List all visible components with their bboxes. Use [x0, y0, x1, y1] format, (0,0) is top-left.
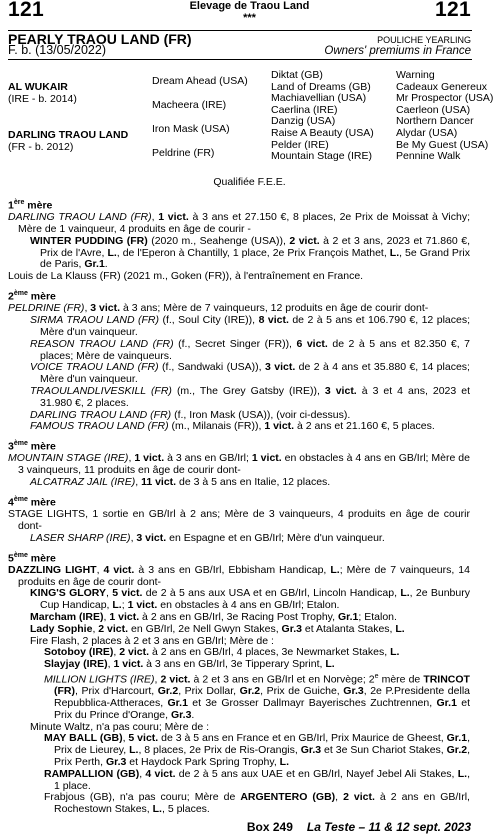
lot-number-left: 121 — [8, 0, 44, 21]
section-1ere-mere: 1ère mère — [8, 199, 53, 212]
qualifiee-label: Qualifiée F.E.E. — [213, 176, 286, 188]
pedigree-g3: Diktat (GB) Land of Dreams (GB) Machiavellian (USA) Caerlina (IRE) Danzig (USA) Raise A Beauty (USA) Pelder (IRE) Mountain Stage (IRE) — [271, 69, 374, 163]
pedigree-g2-0: Dream Ahead (USA) — [152, 75, 248, 87]
section-2eme-mere: 2ème mère — [8, 290, 56, 303]
horse-name: PEARLY TRAOU LAND (FR) — [8, 31, 192, 47]
box-number: Box 249 — [246, 820, 293, 834]
event-name: La Teste – 11 & 12 sept. 2023 — [306, 820, 471, 834]
breeder-name: Elevage de Traou Land *** — [189, 0, 310, 24]
dam-info: (FR - b. 2012) — [8, 141, 74, 153]
section-4eme-mere: 4ème mère — [8, 495, 56, 509]
dam-1-text: DARLING TRAOU LAND (FR), 1 vict. à 3 ans et 27.150 €, 8 places, 2e Prix de Moissat à Vichy; Mère de 1 vainqueur, 4 produits en âge de courir - — [8, 211, 470, 236]
pedigree-g2-2: Iron Mask (USA) — [152, 123, 230, 135]
pedigree-rule — [8, 59, 472, 60]
sire-name: AL WUKAIR — [8, 81, 68, 93]
dam-name: DARLING TRAOU LAND — [8, 129, 129, 141]
premiums: Owners' premiums in France — [324, 45, 471, 57]
lot-number-right: 121 — [435, 0, 471, 21]
section-5eme-mere: 5ème mère — [8, 551, 56, 565]
top-rule — [8, 30, 472, 31]
pedigree-g2-3: Peldrine (FR) — [152, 147, 215, 159]
section-3eme-mere: 3ème mère — [8, 440, 56, 453]
sire-info: (IRE - b. 2014) — [8, 93, 77, 105]
pedigree-g2-1: Macheera (IRE) — [152, 99, 227, 111]
category: POULICHE YEARLING — [377, 35, 471, 45]
horse-info: F. b. (13/05/2022) — [8, 43, 106, 57]
footer — [247, 820, 471, 834]
pedigree-g4: Warning Cadeaux Genereux Mr Prospector (USA) Caerleon (USA) Northern Dancer Alydar (USA) Be My Guest (USA) Pennine Walk — [396, 69, 494, 163]
family-text: 1ère mère DARLING TRAOU LAND (FR), 1 vict. à 3 ans et 27.150 €, 8 places, 2e Prix de Moissat à Vichy; Mère de 1 vainqueur, 4 produits en âge de courir - WINTER PUDDING (FR) (2020 m., Seahenge (USA)), 2 vict. à 2 et 3 ans, 2023 et 71.860 €, Prix de l'Avre, L., de l'Eperon à Chantilly, 1 place, 2e Prix François Mathet, L., 5e Grand Prix de Paris, Gr.1. Louis de La Klauss (FR) (2021 m., Goken (FR)), à l'entraînement en France. 2ème mère PELDRINE (FR), 3 vict. à 3 ans; Mère de 7 vainqueurs, 12 produits en âge de courir dont- SIRMA TRAOU LAND (FR) (f., Soul City (IRE)), 8 vict. de 2 à 5 ans et 106.790 €, 12 places; Mère d'un vainqueur. REASON TRAOU LAND (FR) (f., Secret Singer (FR)), 6 vict. de 2 à 5 ans et 82.350 €, 7 places; Mère de vainqueurs. VOICE TRAOU LAND (FR) (f., Sandwaki (USA)), 3 vict. de 2 à 4 ans et 35.880 €, 14 places; Mère d'un vainqueur. TRAOULANDLIVESKILL (FR) (m., The Grey Gatsby (IRE)), 3 vict. à 3 et 4 ans, 2023 et 31.980 €, 2 places. DARLING TRAOU LAND (FR) (f., Iron Mask (USA)), (voir ci-dessus). FAMOUS TRAOU LAND (FR) (m., Milanais (FR)), 1 vict. à 2 ans et 21.160 €, 5 places. 3ème mère MOUNTAIN STAGE (IRE), 1 vict. à 3 ans en GB/Irl; 1 vict. en obstacles à 4 ans en GB/Irl; Mère de 3 vainqueurs, 11 produits en âge de courir dont- ALCATRAZ JAIL (IRE), 11 vict. de 3 à 5 ans en Italie, 12 places. 4ème mère STAGE LIGHTS, 1 sortie en GB/Irl à 2 ans; Mère de 3 vainqueurs, 4 produits en âge de courir dont- LASER SHARP (IRE), 3 vict. en Espagne et en GB/Irl; Mère d'un vainqueur. 5ème mère DAZZLING LIGHT, 4 vict. à 3 ans en GB/Irl, Ebbisham Handicap, L.; Mère de 7 vainqueurs, 14 produits en âge de courir dont- KING'S GLORY, 5 vict. de 2 à 5 ans aux USA et en GB/Irl, Lincoln Handicap, L., 2e Bunbury Cup Handicap, L.; 1 vict. en obstacles à 4 ans en GB/Irl; Etalon. Marcham (IRE), 1 vict. à 2 ans en GB/Irl, 3e Racing Post Trophy, Gr.1; Etalon. Lady Sophie, 2 vict. en GB/Irl, 2e Nell Gwyn Stakes, Gr.3 et Atalanta Stakes, L. Fire Flash, 2 places à 2 et 3 ans en GB/Irl; Mère de : Sotoboy (IRE), 2 vict. à 2 ans en GB/Irl, 4 places, 3e Newmarket Stakes, L. Slayjay (IRE), 1 vict. à 3 ans en GB/Irl, 3e Tipperary Sprint, L. MILLION LIGHTS (IRE), 2 vict. à 2 et 3 ans en GB/Irl et en Norvège; 2e mère de TRINCOT (FR), Prix d'Harcourt, Gr.2, Prix Dollar, Gr.2, Prix de Guiche, Gr.3, 2e P.Presidente della Repubblica-Attheraces, Gr.1 et 3e Grosser Dallmayr Bayerisches Zuchtrennen, Gr.1 et Prix du Prince d'Orange, Gr.3. Minute Waltz, n'a pas couru; Mère de : MAY BALL (GB), 5 vict. de 3 à 5 ans en France et en GB/Irl, Prix Maurice de Gheest, Gr.1, Prix de Lieurey, L., 8 places, 2e Prix de Ris-Orangis, Gr.3 et 3e Sun Chariot Stakes, Gr.2, Prix Perth, Gr.3 et Haydock Park Spring Trophy, L. RAMPALLION (GB), 4 vict. de 2 à 5 ans aux UAE et en GB/Irl, Nayef Jebel Ali Stakes, L., 1 place. Frabjous (GB), n'a pas couru; Mère de ARGENTERO (GB), 2 vict. à 2 ans en GB/Irl, Rochestown Stakes, L., 5 places. — [8, 199, 471, 816]
